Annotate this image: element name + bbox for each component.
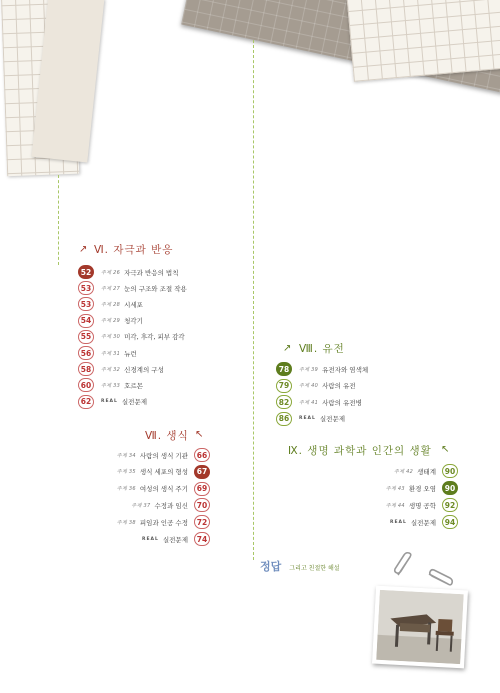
toc-entry [276, 393, 362, 411]
page-number-badge: 92 [442, 498, 458, 512]
entry-title: 피임과 인공 수정 [139, 518, 188, 527]
page-number-badge: 82 [276, 395, 292, 409]
arrow-icon: ↗ [283, 343, 292, 354]
left-dashed-line [58, 175, 59, 265]
chapter-label: REAL [101, 399, 118, 405]
chapter-label: 주제 31 [101, 350, 121, 357]
chapter-label: 주제 36 [116, 486, 136, 493]
paperclip-icon [392, 551, 416, 579]
arrow-icon: ↖ [441, 444, 450, 455]
arrow-icon: ↗ [79, 244, 88, 255]
chapter-label: 주제 34 [116, 452, 136, 459]
page-number-badge: 79 [276, 379, 292, 393]
page-number-badge: 78 [276, 362, 292, 376]
section-title-9: Ⅸ. 생명 과학과 인간의 생활 [288, 445, 432, 457]
entry-title: 사람의 유전 [322, 382, 356, 390]
chapter-label: 주제 32 [101, 366, 121, 373]
toc-entry [386, 479, 458, 497]
entry-title: 실전문제 [319, 415, 346, 423]
page-number-badge: 56 [78, 346, 94, 360]
entry-title: 실전문제 [162, 535, 188, 544]
chapter-label: 주제 38 [116, 519, 136, 526]
entry-title: 수정과 임신 [154, 501, 188, 510]
toc-entry [117, 463, 210, 481]
page-number-badge: 52 [78, 265, 94, 279]
chapter-label: REAL [389, 519, 407, 525]
page-number-badge: 69 [194, 482, 210, 496]
page-number-badge: 94 [442, 515, 458, 529]
entry-title: 유전자와 염색체 [322, 365, 369, 374]
chapter-label: 주제 37 [131, 502, 151, 509]
entry-title: 눈의 구조와 조절 작용 [124, 284, 187, 293]
entry-title: 자극과 반응의 법칙 [124, 268, 179, 277]
toc-entry [276, 410, 345, 428]
chapter-label: 주제 28 [101, 301, 121, 308]
chapter-label: REAL [141, 536, 159, 542]
arrow-icon: ↖ [195, 429, 204, 440]
page-number-badge: 60 [78, 378, 94, 392]
section-title-8: Ⅷ. 유전 [299, 343, 345, 355]
toc-entry [117, 480, 210, 498]
page-number-badge: 72 [194, 515, 210, 529]
entry-title: 생태계 [417, 467, 436, 476]
page-number-badge: 90 [442, 481, 458, 495]
desk-chair-photo [372, 586, 468, 669]
chapter-label: 주제 33 [101, 382, 121, 389]
page-number-badge: 86 [276, 412, 292, 426]
toc-entry [131, 496, 210, 514]
toc-entry [276, 360, 368, 378]
center-dashed-line [253, 40, 254, 560]
entry-title: 생식 세포의 형성 [139, 468, 188, 477]
toc-entry [390, 513, 458, 531]
answer-title: 정답 [260, 560, 282, 573]
page-number-badge: 66 [194, 448, 210, 462]
entry-title: 시세포 [124, 300, 143, 309]
page-number-badge: 90 [442, 464, 458, 478]
entry-title: 사람의 생식 기관 [139, 451, 188, 460]
page-number-badge: 67 [194, 465, 210, 479]
page-number-badge: 53 [78, 281, 94, 295]
chapter-label: 주제 29 [101, 318, 121, 325]
toc-entry [386, 496, 458, 514]
chapter-label: 주제 42 [394, 468, 414, 475]
paperclip-icon [426, 568, 454, 590]
chapter-label: REAL [299, 416, 316, 421]
entry-title: 사람의 유전병 [322, 398, 362, 407]
toc-entry [142, 530, 210, 548]
page-number-badge: 53 [78, 297, 94, 311]
section-title-7: Ⅶ. 생식 [145, 430, 189, 442]
desk-chair-illustration [376, 590, 464, 664]
toc-entry [78, 393, 147, 411]
page-number-badge: 62 [78, 395, 94, 409]
chapter-label: 주제 43 [385, 485, 405, 492]
light-grid-paper-decoration [347, 0, 500, 82]
toc-entry [117, 513, 210, 531]
page-number-badge: 55 [78, 330, 94, 344]
toc-entry [117, 446, 210, 464]
chapter-label: 주제 35 [116, 469, 136, 476]
toc-entry [276, 377, 356, 395]
chapter-label: 주제 30 [101, 334, 121, 341]
entry-title: 미각, 후각, 피부 감각 [124, 333, 185, 342]
entry-title: 환경 오염 [408, 484, 436, 493]
entry-title: 뉴런 [124, 349, 137, 358]
entry-title: 실전문제 [410, 518, 436, 527]
section-title-6: Ⅵ. 자극과 반응 [94, 244, 174, 256]
entry-title: 신경계의 구성 [124, 365, 164, 374]
page-number-badge: 54 [78, 314, 94, 328]
entry-title: 실전문제 [121, 398, 148, 407]
answer-label [260, 555, 340, 574]
answer-subtitle: 그리고 친절한 해설 [289, 565, 340, 572]
toc-entry [394, 462, 458, 480]
entry-title: 여성의 생식 주기 [139, 485, 188, 494]
chapter-label: 주제 41 [299, 399, 319, 406]
entry-title: 생명 공학 [408, 501, 436, 510]
chapter-label: 주제 39 [299, 366, 319, 373]
entry-title: 청각기 [124, 317, 143, 326]
page-number-badge: 58 [78, 362, 94, 376]
chapter-label: 주제 40 [299, 383, 319, 389]
chapter-label: 주제 26 [101, 269, 121, 276]
chapter-label: 주제 27 [101, 285, 121, 292]
chapter-label: 주제 44 [385, 502, 405, 509]
page-number-badge: 70 [194, 498, 210, 512]
entry-title: 호르몬 [124, 381, 143, 390]
page-number-badge: 74 [194, 532, 210, 546]
